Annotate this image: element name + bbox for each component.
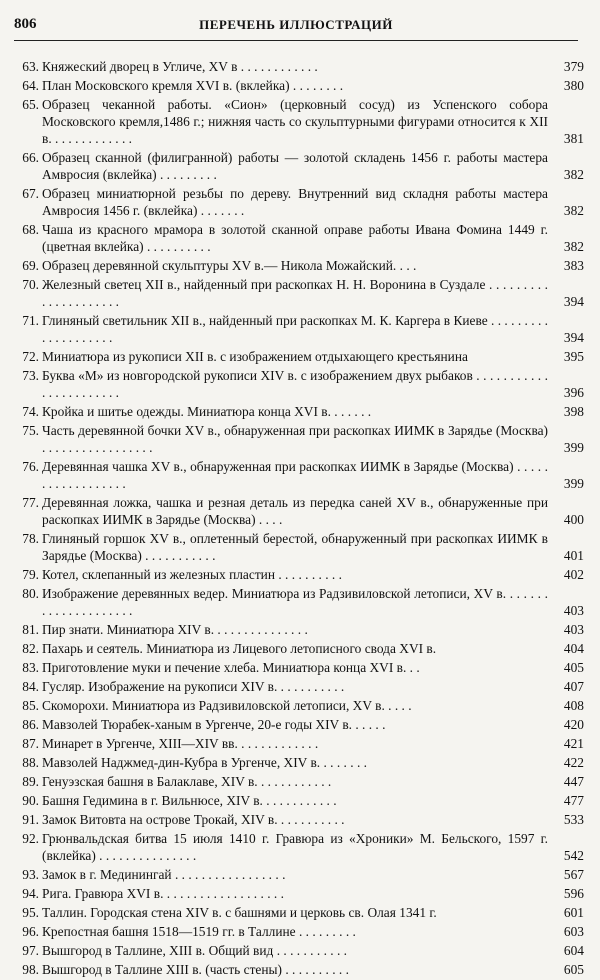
entry-page: 382 (563, 239, 584, 254)
entry-page: 400 (563, 512, 584, 527)
entry-number: 91. (22, 812, 39, 827)
list-entry (14, 185, 588, 219)
entry-number: 78. (22, 531, 39, 546)
entry-text: Буква «М» из новгородской рукописи XIV в. с изображением двух рыбаков . . . . . . . . . . . . . . . . . . . . . . . (42, 368, 548, 400)
list-entry (14, 585, 588, 619)
entry-text: Генуэзская башня в Балаклаве, XIV в. . . . . . . . . . . . (42, 774, 332, 789)
entry-text: Котел, склепанный из железных пластин . . . . . . . . . . (42, 567, 342, 582)
entry-text: Образец миниатюрной резьбы по дереву. Внутренний вид складня работы мастера Амвросия 1456 г. (вклейка) . . . . . . . (42, 186, 548, 218)
page-number: 806 (14, 16, 37, 32)
entry-number: 81. (22, 622, 39, 637)
entry-page: 542 (563, 848, 584, 863)
entry-number: 79. (22, 567, 39, 582)
entry-text: План Московского кремля XVI в. (вклейка) . . . . . . . . (42, 78, 344, 93)
entry-page: 403 (563, 603, 584, 618)
list-entry (14, 866, 588, 883)
entry-text: Вышгород в Таллине, XIII в. Общий вид . . . . . . . . . . . (42, 943, 348, 958)
list-entry (14, 530, 588, 564)
entry-page: 405 (563, 660, 584, 675)
entry-text: Скоморохи. Миниатюра из Радзивиловской летописи, XV в. . . . . (42, 698, 412, 713)
entry-text: Княжеский дворец в Угличе, XV в . . . . . . . . . . . . (42, 59, 318, 74)
list-entry (14, 754, 588, 771)
entry-number: 67. (22, 186, 39, 201)
list-entry (14, 312, 588, 346)
entry-number: 66. (22, 150, 39, 165)
entry-page: 382 (563, 203, 584, 218)
list-entry (14, 58, 588, 75)
entry-number: 65. (22, 97, 39, 112)
list-entry (14, 348, 588, 365)
list-entry (14, 221, 588, 255)
entry-page: 605 (563, 962, 584, 977)
entry-text: Образец сканной (филигранной) работы — золотой складень 1456 г. работы мастера Амвросия (вклейка) . . . . . . . . . (42, 150, 548, 182)
entry-page: 420 (563, 717, 584, 732)
entry-page: 404 (563, 641, 584, 656)
entry-page: 395 (563, 349, 584, 364)
list-entry (14, 403, 588, 420)
list-entry (14, 149, 588, 183)
entry-number: 72. (22, 349, 39, 364)
entry-page: 394 (563, 294, 584, 309)
entry-text: Крепостная башня 1518—1519 гг. в Таллине . . . . . . . . . (42, 924, 356, 939)
entry-text: Деревянная ложка, чашка и резная деталь из передка саней XV в., обнаруженные при раскопках ИИМК в Зарядье (Москва) . . . . (42, 495, 548, 527)
list-entry (14, 811, 588, 828)
entry-page: 596 (563, 886, 584, 901)
entry-page: 396 (563, 385, 584, 400)
list-entry (14, 257, 588, 274)
list-entry (14, 716, 588, 733)
entry-page: 403 (563, 622, 584, 637)
list-entry (14, 458, 588, 492)
entry-number: 73. (22, 368, 39, 383)
entry-text: Глиняный светильник XII в., найденный при раскопках М. К. Каргера в Киеве . . . . . . . . . . . . . . . . . . . . (42, 313, 548, 345)
entry-number: 87. (22, 736, 39, 751)
entry-text: Минарет в Ургенче, XIII—XIV вв. . . . . . . . . . . . . (42, 736, 319, 751)
entry-page: 383 (563, 258, 584, 273)
entry-number: 80. (22, 586, 39, 601)
list-entry (14, 659, 588, 676)
entry-text: Кройка и шитье одежды. Миниатюра конца XVI в. . . . . . . (42, 404, 372, 419)
list-entry (14, 77, 588, 94)
entry-text: Замок в г. Мединингай . . . . . . . . . . . . . . . . . (42, 867, 286, 882)
entry-text: Рига. Гравюра XVI в. . . . . . . . . . . . . . . . . . . (42, 886, 284, 901)
entry-number: 77. (22, 495, 39, 510)
entry-number: 93. (22, 867, 39, 882)
entry-text: Образец чеканной работы. «Сион» (церковный сосуд) из Успенского собора Московского кремля,1486 г.; нижняя часть со скульптурными фигурами относится к XII в. . . . . . . . . . . . . (42, 97, 548, 146)
list-entry (14, 942, 588, 959)
entry-page: 604 (563, 943, 584, 958)
entry-number: 76. (22, 459, 39, 474)
entry-text: Миниатюра из рукописи XII в. с изображением отдыхающего крестьянина (42, 349, 468, 364)
entry-text: Замок Витовта на острове Трокай, XIV в. . . . . . . . . . . (42, 812, 345, 827)
entry-text: Башня Гедимина в г. Вильнюсе, XIV в. . . . . . . . . . . . (42, 793, 337, 808)
entry-page: 399 (563, 440, 584, 455)
list-entry (14, 494, 588, 528)
entry-page: 567 (563, 867, 584, 882)
list-entry (14, 367, 588, 401)
entry-text: Вышгород в Таллине XIII в. (часть стены) . . . . . . . . . . (42, 962, 349, 977)
entry-number: 83. (22, 660, 39, 675)
entry-text: Деревянная чашка XV в., обнаруженная при раскопках ИИМК в Зарядье (Москва) . . . . . . . . . . . . . . . . . . (42, 459, 548, 491)
entry-page: 447 (563, 774, 584, 789)
list-entry (14, 96, 588, 147)
header-rule (14, 40, 578, 41)
entry-text: Грюнвальдская битва 15 июля 1410 г. Гравюра из «Хроники» М. Бельского, 1597 г. (вклейка) . . . . . . . . . . . . . . . (42, 831, 548, 863)
list-entry (14, 961, 588, 978)
entry-page: 407 (563, 679, 584, 694)
entry-text: Образец деревянной скульптуры XV в.— Никола Можайский. . . . (42, 258, 417, 273)
entry-page: 603 (563, 924, 584, 939)
entry-number: 64. (22, 78, 39, 93)
entry-page: 381 (563, 131, 584, 146)
list-entry (14, 773, 588, 790)
entry-page: 601 (563, 905, 584, 920)
entry-number: 94. (22, 886, 39, 901)
list-entry (14, 678, 588, 695)
list-entry (14, 792, 588, 809)
entry-number: 84. (22, 679, 39, 694)
entry-text: Часть деревянной бочки XV в., обнаруженная при раскопках ИИМК в Зарядье (Москва) . . . . . . . . . . . . . . . . . (42, 423, 548, 455)
page-header (14, 16, 578, 38)
entry-page: 380 (563, 78, 584, 93)
entry-number: 70. (22, 277, 39, 292)
entry-number: 88. (22, 755, 39, 770)
entry-text: Чаша из красного мрамора в золотой сканной оправе работы Ивана Фомина 1449 г. (цветная вклейка) . . . . . . . . . . (42, 222, 548, 254)
entry-page: 379 (563, 59, 584, 74)
entry-text: Пахарь и сеятель. Миниатюра из Лицевого летописного свода XVI в. (42, 641, 437, 656)
list-entry (14, 422, 588, 456)
entry-number: 86. (22, 717, 39, 732)
entry-page: 408 (563, 698, 584, 713)
entry-number: 82. (22, 641, 39, 656)
entry-page: 477 (563, 793, 584, 808)
list-entry (14, 276, 588, 310)
entry-page: 402 (563, 567, 584, 582)
page-title: ПЕРЕЧЕНЬ ИЛЛЮСТРАЦИЙ (199, 17, 393, 32)
entry-number: 63. (22, 59, 39, 74)
entry-number: 89. (22, 774, 39, 789)
entry-text: Таллин. Городская стена XIV в. с башнями и церковь св. Олая 1341 г. (42, 905, 437, 920)
entry-text: Гусляр. Изображение на рукописи XIV в. . . . . . . . . . . (42, 679, 345, 694)
entry-number: 95. (22, 905, 39, 920)
entry-number: 75. (22, 423, 39, 438)
list-entry (14, 697, 588, 714)
entry-text: Пир знати. Миниатюра XIV в. . . . . . . . . . . . . . . (42, 622, 308, 637)
list-entry (14, 904, 588, 921)
entry-text: Глиняный горшок XV в., оплетенный берестой, обнаруженный при раскопках ИИМК в Зарядье (Москва) . . . . . . . . . . . (42, 531, 548, 563)
entry-page: 422 (563, 755, 584, 770)
entry-page: 398 (563, 404, 584, 419)
entry-number: 97. (22, 943, 39, 958)
entry-text: Мавзолей Тюрабек-ханым в Ургенче, 20-е годы XIV в. . . . . . (42, 717, 386, 732)
entry-number: 69. (22, 258, 39, 273)
entry-text: Приготовление муки и печение хлеба. Миниатюра конца XVI в. . . (42, 660, 420, 675)
entry-number: 68. (22, 222, 39, 237)
list-entry (14, 566, 588, 583)
entry-number: 92. (22, 831, 39, 846)
list-entry (14, 830, 588, 864)
list-entry (14, 735, 588, 752)
entry-page: 401 (563, 548, 584, 563)
list-entry (14, 640, 588, 657)
entry-text: Железный светец XII в., найденный при раскопках Н. Н. Воронина в Суздале . . . . . . . . . . . . . . . . . . . . . (42, 277, 548, 309)
entry-number: 96. (22, 924, 39, 939)
entry-text: Изображение деревянных ведер. Миниатюра из Радзивиловской летописи, XV в. . . . . . . . . . . . . . . . . . . . . (42, 586, 548, 618)
entry-page: 399 (563, 476, 584, 491)
entry-number: 90. (22, 793, 39, 808)
entry-page: 394 (563, 330, 584, 345)
list-entry (14, 621, 588, 638)
entry-number: 85. (22, 698, 39, 713)
entry-text: Мавзолей Наджмед-дин-Кубра в Ургенче, XIV в. . . . . . . . (42, 755, 367, 770)
list-entry (14, 885, 588, 902)
entry-number: 71. (22, 313, 39, 328)
entry-page: 382 (563, 167, 584, 182)
illustration-list (14, 58, 588, 980)
entry-number: 98. (22, 962, 39, 977)
entry-page: 533 (563, 812, 584, 827)
entry-number: 74. (22, 404, 39, 419)
entry-page: 421 (563, 736, 584, 751)
list-entry (14, 923, 588, 940)
